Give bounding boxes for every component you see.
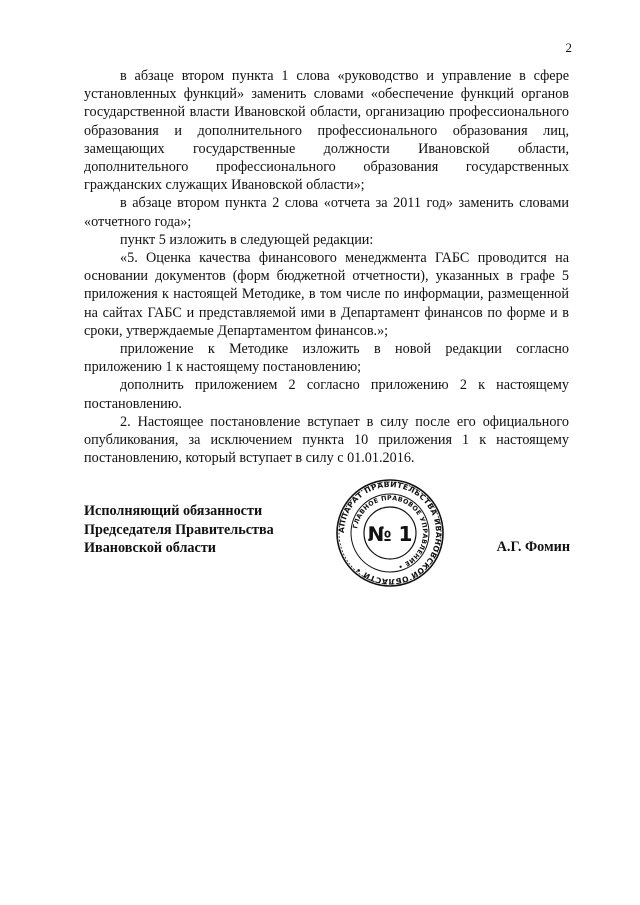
- signature-title: [84, 502, 274, 558]
- stamp-inner-text: ГЛАВНОЕ ПРАВОВОЕ УПРАВЛЕНИЕ •: [351, 493, 430, 571]
- official-seal-stamp: [335, 478, 445, 588]
- page-number: 2: [565, 40, 572, 55]
- signatory-name: А.Г. Фомин: [496, 539, 570, 555]
- stamp-outer-text: АППАРАТ ПРАВИТЕЛЬСТВА ИВАНОВСКОЙ ОБЛАСТИ •: [336, 479, 444, 587]
- paragraph-appendix-2: дополнить приложением 2 согласно приложению 2 к настоящему постановлению.: [84, 377, 569, 412]
- stamp-number: № 1: [367, 522, 413, 546]
- paragraph-appendix-1: приложение к Методике изложить в новой редакции согласно приложению 1 к настоящему постановлению;: [84, 341, 569, 376]
- paragraph-amendment-1: в абзаце втором пункта 1 слова «руководство и управление в сфере установленных функций» заменить словами «обеспечение функций органов государственной власти Ивановской области, организацию профессионального образования и дополнительного профессионального образования лиц, замещающих государственные должности Ивановской области, дополнительного профессионального образования государственных гражданских служащих Ивановской области»;: [84, 68, 569, 194]
- paragraph-amendment-2: в абзаце втором пункта 2 слова «отчета за 2011 год» заменить словами «отчетного года»;: [84, 195, 569, 230]
- paragraph-amendment-3: пункт 5 изложить в следующей редакции:: [120, 231, 374, 248]
- body-text: [84, 67, 569, 467]
- signature-title-line-3: Ивановской области: [84, 540, 216, 557]
- signature-title-line-1: Исполняющий обязанности: [84, 503, 263, 519]
- paragraph-effective-date: 2. Настоящее постановление вступает в силу после его официального опубликования, за исключением пункта 10 приложения 1 к настоящему постановлению, который вступает в силу с 01.01.2016.: [84, 413, 569, 467]
- signature-title-line-2: Председателя Правительства: [84, 521, 274, 538]
- paragraph-new-item-5: «5. Оценка качества финансового менеджмента ГАБС проводится на основании документов (форм бюджетной отчетности), указанных в графе 5 приложения к настоящей Методике, в том числе по информации, размещенной на сайтах ГАБС и представляемой ими в Департамент финансов по форме и в сроки, утверждаемые Департаментом финансов.»;: [84, 250, 569, 339]
